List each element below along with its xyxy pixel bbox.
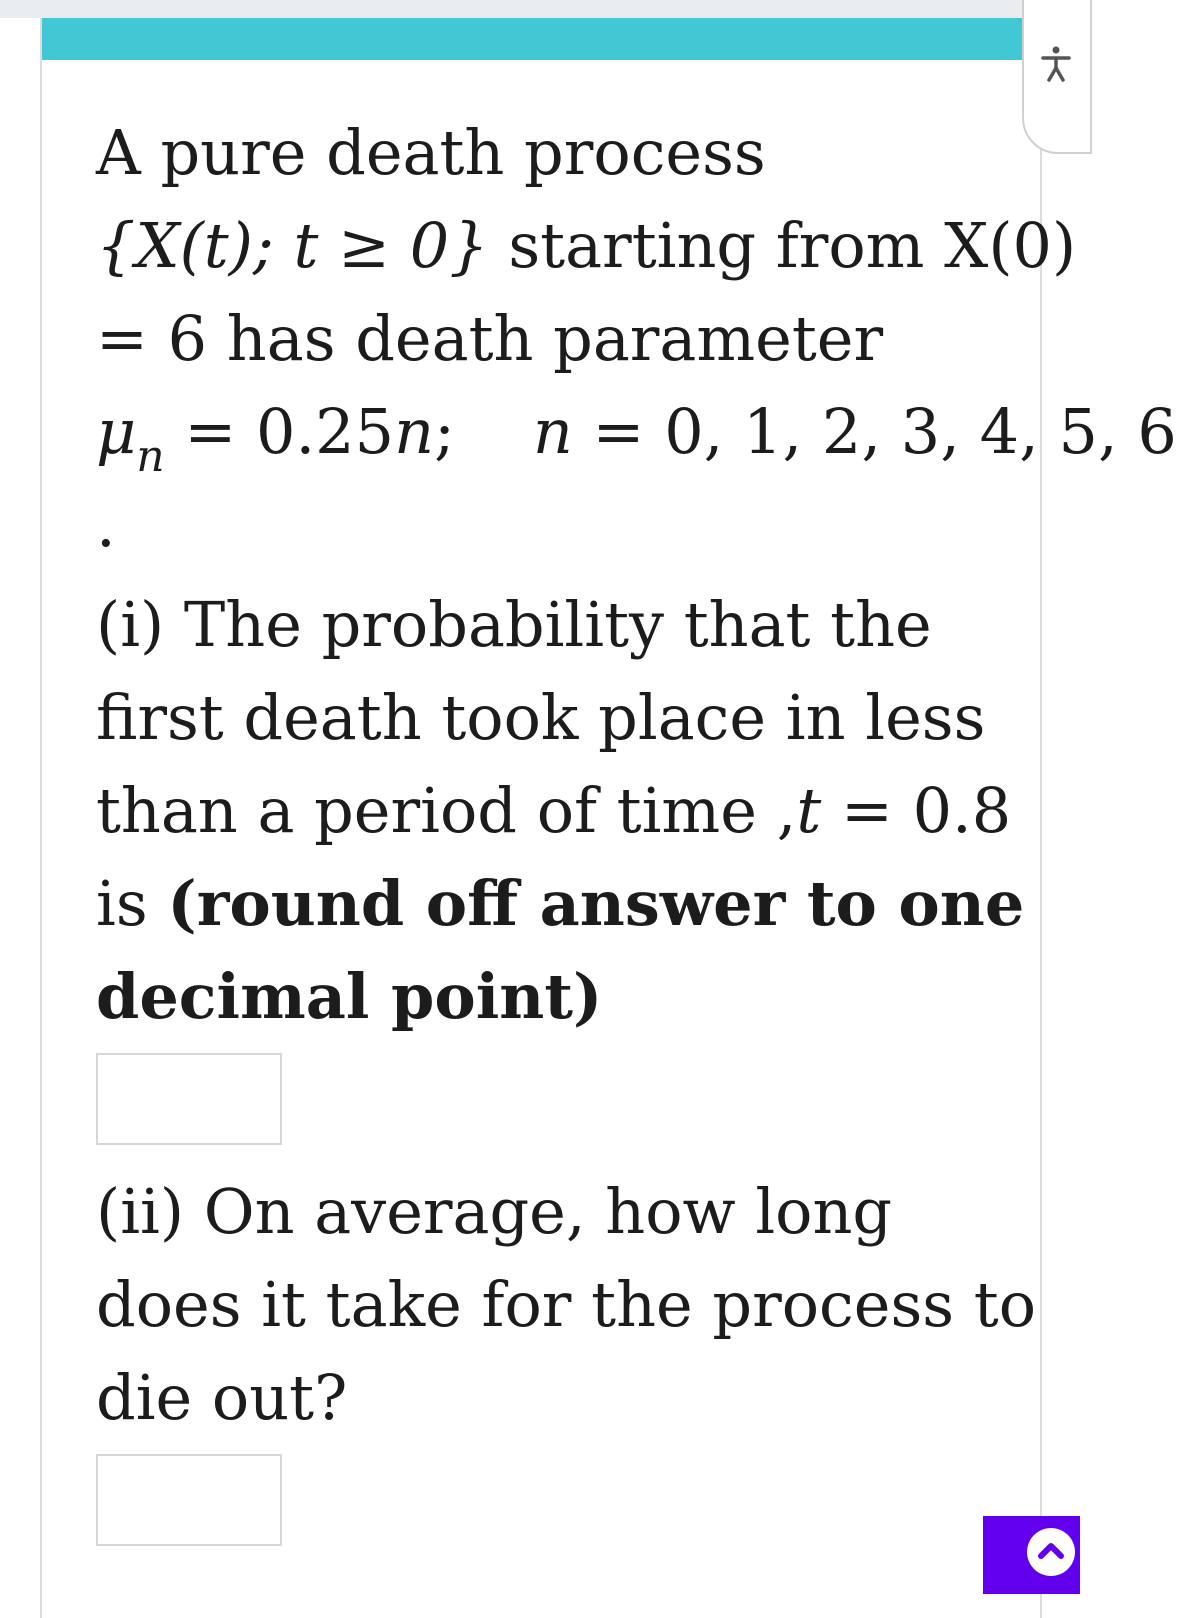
trailing-period: .: [96, 488, 116, 561]
part-ii-line-2: does it take for the process to: [96, 1268, 1037, 1341]
accessibility-button[interactable]: [1022, 0, 1092, 154]
intro-line-2: [96, 199, 1077, 292]
part-i-line-5: decimal point): [96, 960, 603, 1033]
intro-line-2-rest: starting from X(0): [488, 209, 1077, 282]
part-i-t: t: [796, 774, 822, 847]
top-gap: [0, 0, 1080, 18]
answer-input-ii[interactable]: [96, 1454, 282, 1546]
part-i-line-4: [96, 857, 1036, 950]
part-ii-line-3: die out?: [96, 1361, 348, 1434]
part-i-t-value: = 0.8: [821, 774, 1012, 847]
death-parameter-line: [96, 385, 1177, 485]
scroll-circle: [1027, 1528, 1075, 1576]
mu-semicolon: ;: [434, 395, 455, 468]
part-ii-line-1: (ii) On average, how long: [96, 1175, 893, 1248]
process-set: {X(t); t ≥ 0}: [96, 209, 489, 282]
chevron-up-icon: [1027, 1528, 1075, 1576]
part-i-line-2: first death took place in less: [96, 681, 986, 754]
intro-line-3: = 6 has death parameter: [96, 302, 884, 375]
n-variable: n: [532, 395, 573, 468]
intro-line-1: A pure death process: [96, 116, 766, 189]
scroll-to-top-button[interactable]: [983, 1516, 1080, 1594]
card-accent-bar: [42, 18, 1040, 60]
mu-subscript: n: [136, 431, 165, 482]
mu-equals: = 0.25: [164, 395, 395, 468]
accessibility-icon: [1038, 46, 1074, 82]
mu-n: n: [394, 395, 434, 468]
question-content: [96, 106, 1177, 1566]
part-i-line-3-text: than a period of time ,: [96, 774, 797, 847]
part-i-line-1: (i) The probability that the: [96, 588, 932, 661]
question-card: [40, 18, 1177, 1618]
part-i-instruction: (round off answer to one: [167, 867, 1025, 940]
mu-symbol: μ: [96, 395, 137, 468]
part-i-line-3: [96, 764, 1036, 857]
answer-input-i[interactable]: [96, 1053, 282, 1145]
part-i-line-4-prefix: is: [96, 867, 168, 940]
n-values: = 0, 1, 2, 3, 4, 5, 6: [572, 395, 1177, 468]
